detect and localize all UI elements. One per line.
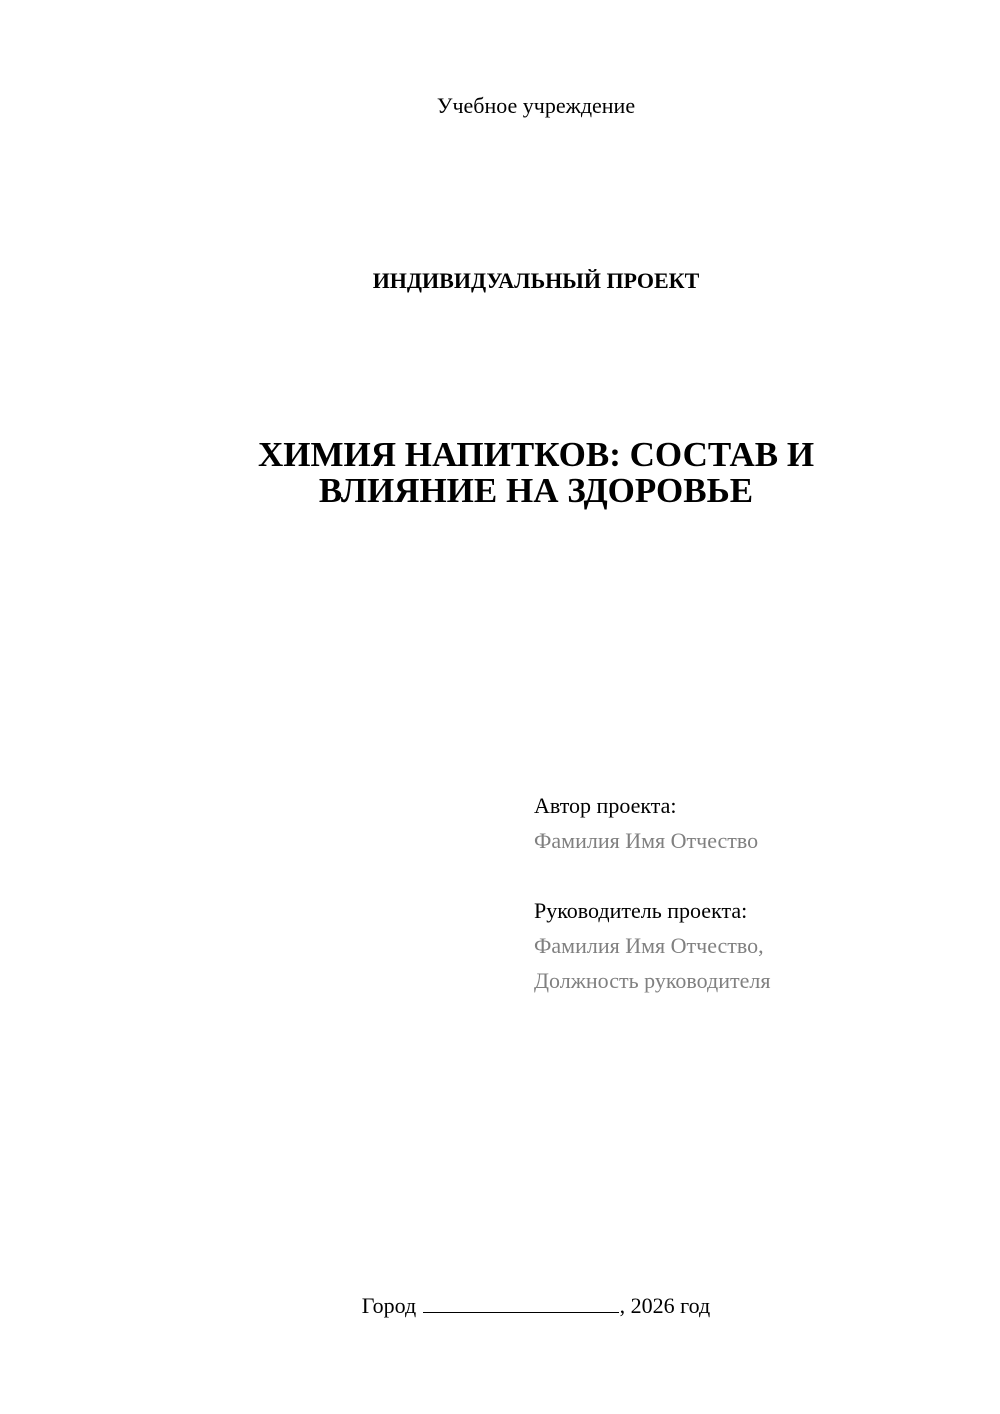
city-blank-line — [423, 1292, 619, 1313]
project-title — [180, 437, 892, 509]
project-info-block — [534, 788, 770, 998]
institution-name: Учебное учреждение — [436, 93, 636, 118]
supervisor-position-placeholder: Должность руководителя — [534, 968, 771, 993]
supervisor-label: Руководитель проекта: — [534, 898, 748, 923]
year-text: , 2026 год — [619, 1293, 711, 1318]
project-title-line-1: ХИМИЯ НАПИТКОВ: СОСТАВ И — [257, 435, 815, 474]
author-label: Автор проекта: — [534, 793, 677, 818]
city-year-line — [72, 1292, 1000, 1320]
city-label: Город — [361, 1293, 417, 1318]
project-title-line-2: ВЛИЯНИЕ НА ЗДОРОВЬЕ — [318, 471, 754, 510]
author-name-placeholder: Фамилия Имя Отчество — [534, 828, 759, 853]
supervisor-name-placeholder: Фамилия Имя Отчество, — [534, 933, 764, 958]
project-type-heading: ИНДИВИДУАЛЬНЫЙ ПРОЕКТ — [372, 268, 700, 293]
info-spacer — [534, 858, 770, 893]
